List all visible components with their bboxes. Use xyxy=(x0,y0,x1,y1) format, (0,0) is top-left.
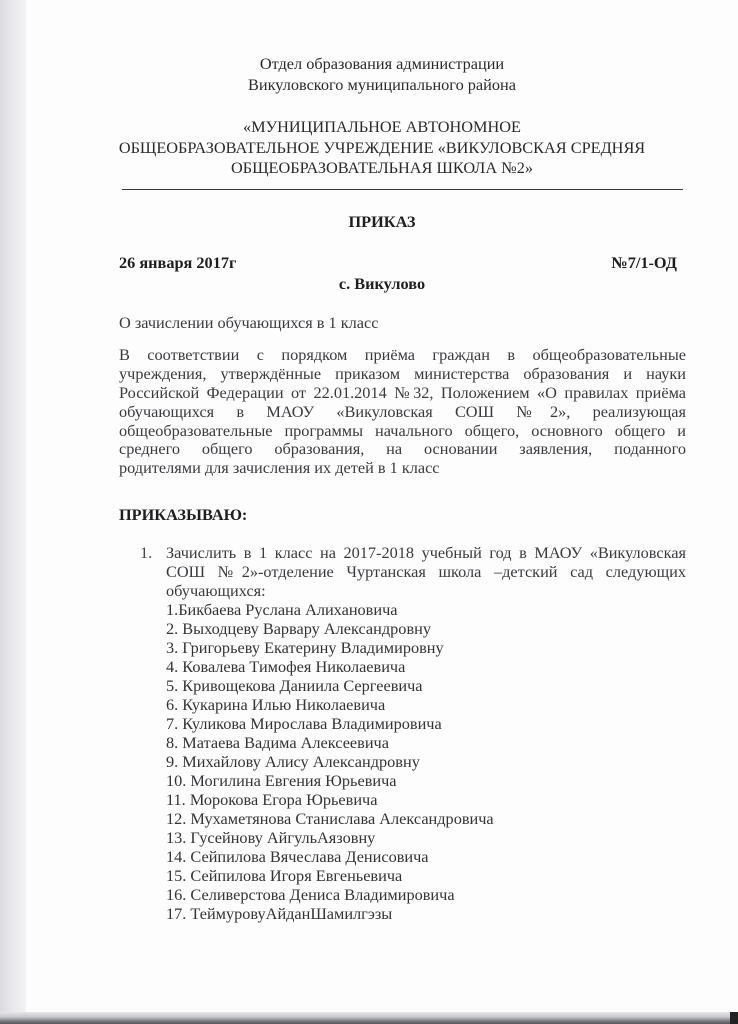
student-list xyxy=(166,600,494,923)
student-list-item: 1.Бикбаева Руслана Алихановича xyxy=(166,600,398,619)
directive-item-text xyxy=(166,543,686,600)
document-page xyxy=(26,0,738,1012)
directive-item-line: Зачислить в 1 класс на 2017-2018 учебный год в МАОУ «Викуловская xyxy=(166,543,686,562)
student-list-item: 15. Сейпилова Игоря Евгеньевича xyxy=(166,866,403,885)
preamble-paragraph xyxy=(119,346,686,478)
org-name-line1: Отдел образования администрации xyxy=(259,54,505,73)
preamble-line: Российской Федерации от 22.01.2014 №32, Положением «О правилах приёма xyxy=(119,383,686,402)
header-divider xyxy=(122,189,683,190)
student-list-item: 10. Могилина Евгения Юрьевича xyxy=(166,771,397,790)
student-list-item: 5. Кривощекова Даниила Сергеевича xyxy=(166,676,423,695)
org-name-line2: Викуловского муниципального района xyxy=(248,75,516,94)
order-place: с. Викулово xyxy=(338,274,426,293)
student-list-item: 9. Михайлову Алису Александровну xyxy=(166,752,420,771)
scan-bottom-edge xyxy=(0,1012,738,1024)
student-list-item: 17. ТеймуровуАйданШамилгэзы xyxy=(166,904,393,923)
preamble-line: учреждения, утверждённые приказом министерства образования и науки xyxy=(119,364,686,383)
directive-item-number: 1. xyxy=(140,543,153,562)
student-list-item: 2. Выходцеву Варвару Александровну xyxy=(166,619,431,638)
preamble-line: обучающихся в МАОУ «Викуловская СОШ №2», реализующая xyxy=(119,402,686,421)
school-name-line3: ОБЩЕОБРАЗОВАТЕЛЬНАЯ ШКОЛА №2» xyxy=(230,158,533,177)
scan-left-edge xyxy=(0,0,26,1024)
order-number: №7/1-ОД xyxy=(611,253,677,272)
student-list-item: 7. Куликова Мирослава Владимировича xyxy=(166,714,442,733)
student-list-item: 4. Ковалева Тимофея Николаевича xyxy=(166,657,406,676)
student-list-item: 8. Матаева Вадима Алексеевича xyxy=(166,733,389,752)
scan-corner-mark xyxy=(730,1012,738,1024)
preamble-line: родителями для зачисления их детей в 1 класс xyxy=(119,458,440,478)
school-name-line2: ОБЩЕОБРАЗОВАТЕЛЬНОЕ УЧРЕЖДЕНИЕ «ВИКУЛОВСКАЯ СРЕДНЯЯ xyxy=(118,138,646,157)
order-subject: О зачислении обучающихся в 1 класс xyxy=(119,313,379,332)
student-list-item: 3. Григорьеву Екатерину Владимировну xyxy=(166,638,444,657)
preamble-line: среднего общего образования, на основании заявления, поданного xyxy=(119,440,686,459)
student-list-item: 14. Сейпилова Вячеслава Денисовича xyxy=(166,847,429,866)
student-list-item: 13. Гусейнову АйгульАязовну xyxy=(166,828,376,847)
school-name-line1: «МУНИЦИПАЛЬНОЕ АВТОНОМНОЕ xyxy=(243,117,521,136)
order-date: 26 января 2017г xyxy=(119,253,237,272)
directive-item-line: СОШ №2»-отделение Чуртанская школа –детский сад следующих xyxy=(166,562,686,581)
student-list-item: 11. Морокова Егора Юрьевича xyxy=(166,790,378,809)
preamble-line: общеобразовательные программы начального общего, основного общего и xyxy=(119,421,686,440)
student-list-item: 6. Кукарина Илью Николаевича xyxy=(166,695,386,714)
directive-heading: ПРИКАЗЫВАЮ: xyxy=(119,505,248,524)
preamble-line: В соответствии с порядком приёма граждан в общеобразовательные xyxy=(119,346,686,364)
student-list-item: 16. Селиверстова Дениса Владимировича xyxy=(166,885,455,904)
directive-item-line: обучающихся: xyxy=(166,581,266,600)
student-list-item: 12. Мухаметянова Станислава Александровича xyxy=(166,809,494,828)
order-title: ПРИКАЗ xyxy=(348,212,416,231)
